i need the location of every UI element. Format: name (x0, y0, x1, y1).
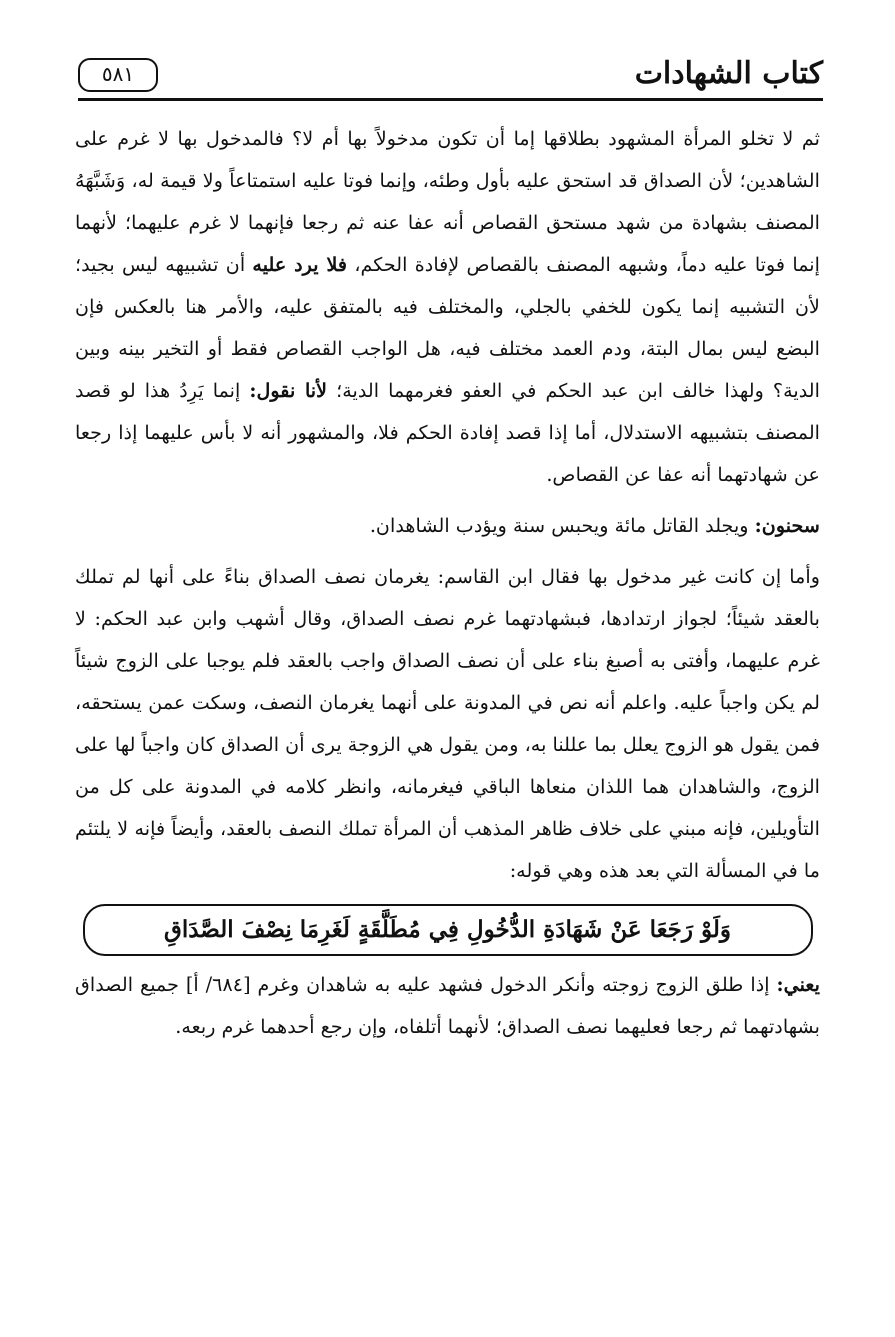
paragraph-lead: يعني: (776, 973, 820, 996)
header-divider (78, 98, 823, 101)
matn-text: وَلَوْ رَجَعَا عَنْ شَهَادَةِ الدُّخُولِ فِي مُطَلَّقَةٍ لَغَرِمَا نِصْفَ الصَّدَاقِ (163, 916, 732, 943)
paragraph-text: وأما إن كانت غير مدخول بها فقال ابن القاسم: يغرمان نصف الصداق بناءً على أنها لم تملك بالعقد شيئاً؛ لجواز ارتدادها، فبشهادتهما غرم نصف الصداق، وقال أشهب وابن عبد الحكم: لا غرم عليهما، وأفتى به أصبغ بناء على أن نصف الصداق واجب بالعقد فلم يوجبا على الزوج شيئاً لم يكن واجباً عليه. واعلم أنه نص في المدونة على أنهما يغرمان النصف، وسكت عمن يستحقه، فمن يقول هو الزوج يعلل بما عللنا به، ومن يقول هي الزوجة يرى أن الصداق كان واجباً لها على الزوج، والشاهدان هما اللذان منعاها الباقي فيغرمانه، وانظر كلامه في المدونة على كل من التأويلين، فإنه مبني على خلاف ظاهر المذهب أن المرأة تملك النصف بالعقد، وأيضاً فإنه لا يلتئم ما في المسألة التي بعد هذه وهي قوله: (75, 565, 820, 882)
page-header (78, 50, 823, 104)
paragraph-text: إنما يَرِدُ هذا لو قصد المصنف بتشبيهه الاستدلال، أما إذا قصد إفادة الحكم فلا، والمشهور أنه لا بأس عليهما إذا رجعا عن شهادتهما أنه عفا عن القصاص. (75, 379, 820, 486)
paragraph-sahnun (75, 505, 820, 547)
paragraph-commentary-3 (75, 964, 820, 1048)
paragraph-commentary-1 (75, 118, 820, 496)
bold-phrase: فلا يرد عليه (252, 253, 348, 276)
paragraph-text: ثم لا تخلو المرأة المشهود بطلاقها إما أن تكون مدخولاً بها أم لا؟ فالمدخول بها لا غرم على الشاهدين؛ لأن الصداق قد استحق عليه بأول وطئه، وإنما فوتا عليه استمتاعاً ولا قيمة له، وَشَبَّهَهُ المصنف بشهادة من شهد مستحق القصاص أنه عفا عنه ثم رجعا فإنهما لا غرم عليهما؛ لأنهما إنما فوتا عليه دماً، وشبهه المصنف بالقصاص لإفادة الحكم، (75, 127, 820, 276)
chapter-title: كتاب الشهادات (634, 56, 823, 91)
paragraph-text: ويجلد القاتل مائة ويحبس سنة ويؤدب الشاهدان. (369, 514, 755, 537)
matn-verse-box (83, 904, 813, 956)
page-number: ٥٨١ (78, 58, 158, 92)
bold-phrase: لأنا نقول: (249, 379, 328, 402)
paragraph-text: إذا طلق الزوج زوجته وأنكر الدخول فشهد عليه به شاهدان وغرم [٦٨٤/ أ] جميع الصداق بشهادتهما ثم رجعا فعليهما نصف الصداق؛ لأنهما أتلفاه، وإن رجع أحدهما غرم ربعه. (75, 973, 820, 1038)
paragraph-lead: سحنون: (754, 514, 820, 537)
paragraph-text: أن تشبيهه ليس بجيد؛ لأن التشبيه إنما يكون للخفي بالجلي، والمختلف فيه بالمتفق عليه، والأمر هنا بالعكس فإن البضع ليس بمال البتة، ودم العمد مختلف فيه، هل الواجب القصاص فقط أو التخير بينه وبين الدية؟ ولهذا خالف ابن عبد الحكم في العفو فغرمهما الدية؛ (75, 253, 820, 402)
page-body (75, 118, 820, 1048)
paragraph-commentary-2 (75, 556, 820, 892)
